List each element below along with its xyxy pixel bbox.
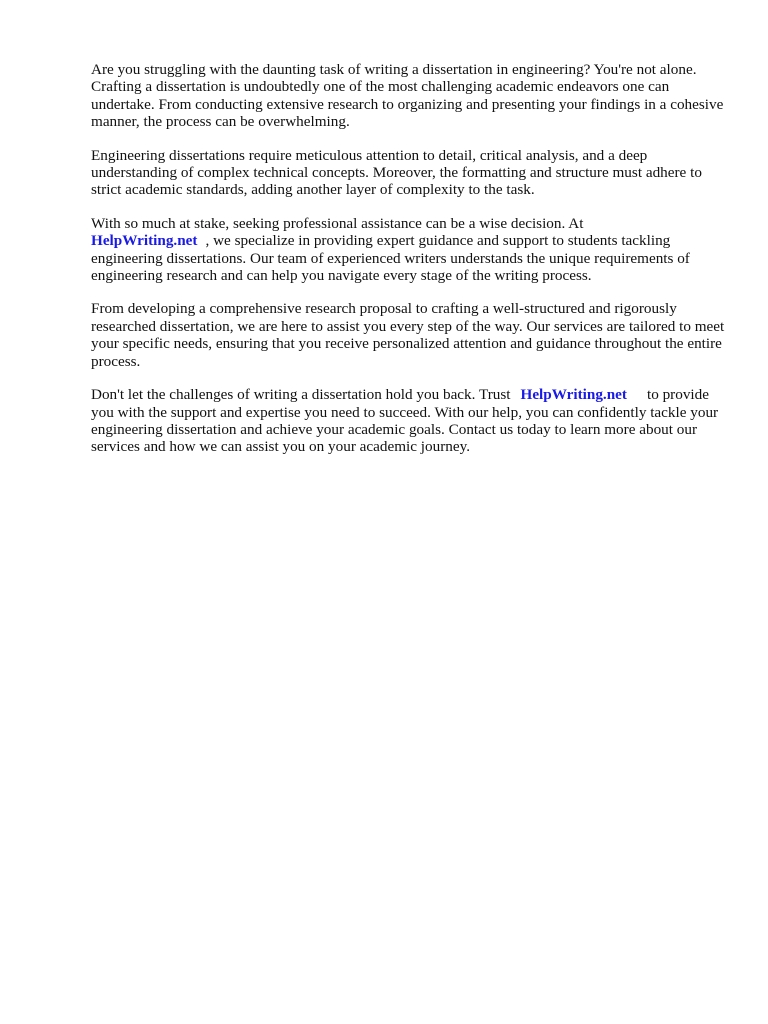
document-body: [91, 61, 731, 472]
helpwriting-link-trust[interactable]: HelpWriting.net: [520, 386, 627, 404]
paragraph-intro: Are you struggling with the daunting task of writing a dissertation in engineering? You're not alone. Crafting a dissertation is undoubtedly one of the most challenging academic endeavors one can undertake. From conducting extensive research to organizing and presenting your findings in a cohesive manner, the process can be overwhelming.: [91, 61, 724, 131]
paragraph-services: From developing a comprehensive research proposal to crafting a well-structured and rigorously researched dissertation, we are here to assist you every step of the way. Our services are tailored to meet your specific needs, ensuring that you receive personalized attention and guidance throughout the entire process.: [91, 300, 725, 370]
helpwriting-link[interactable]: HelpWriting.net: [91, 232, 198, 250]
paragraph-assistance-text-start: With so much at stake, seeking professional assistance can be a wise decision. At: [91, 214, 584, 232]
paragraph-cta-text-start: Don't let the challenges of writing a dissertation hold you back. Trust: [91, 386, 511, 404]
paragraph-requirements: Engineering dissertations require meticulous attention to detail, critical analysis, and a deep understanding of complex technical concepts. Moreover, the formatting and structure must adhere to strict academic standards, adding another layer of complexity to the task.: [91, 146, 702, 199]
paragraph-cta-text-end: to provide you with the support and expertise you need to succeed. With our help, you can confidently tackle your engineering dissertation and achieve your academic goals. Contact us today to learn more about our services and how we can assist you on your academic journey.: [91, 386, 719, 456]
paragraph-assistance: [91, 215, 731, 285]
paragraph-assistance-text-end: , we specialize in providing expert guidance and support to students tackling engineering dissertations. Our team of experienced writers understands the unique requirements of engineering research and can help you navigate every stage of the writing process.: [91, 232, 690, 285]
paragraph-call-to-action: [91, 386, 731, 456]
